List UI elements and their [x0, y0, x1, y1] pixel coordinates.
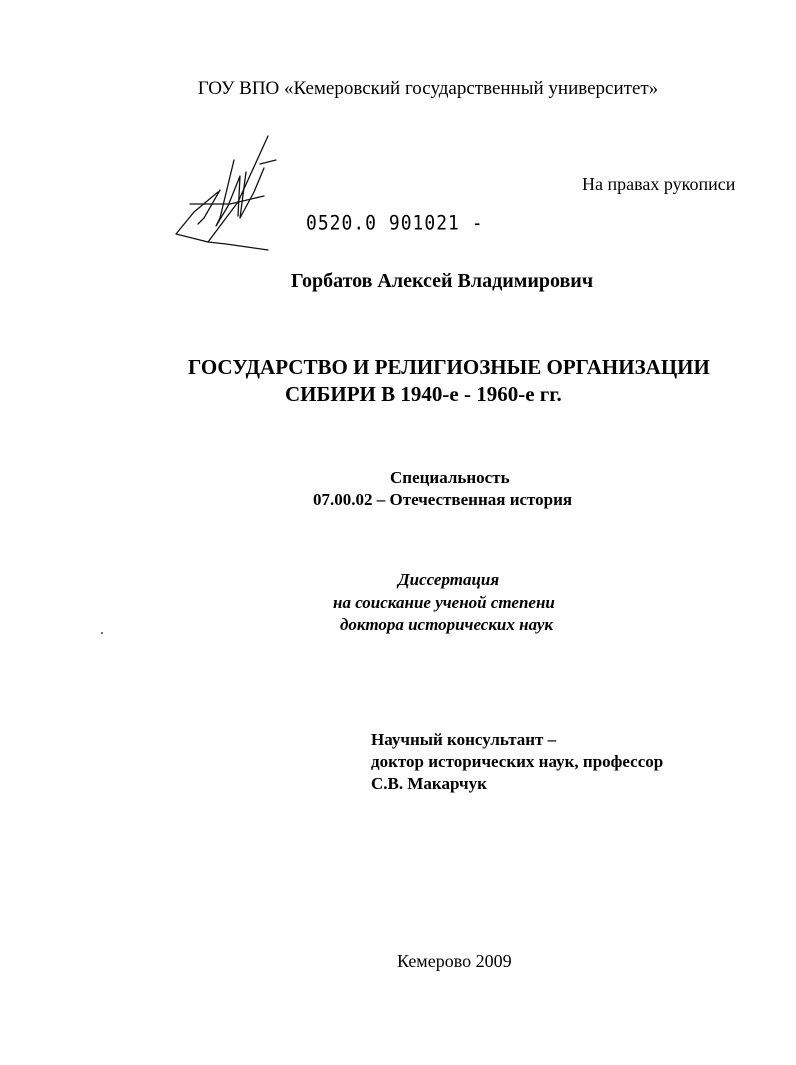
- author-name: Горбатов Алексей Владимирович: [291, 270, 594, 292]
- dissertation-purpose: на соискание ученой степени: [333, 593, 555, 612]
- handwritten-signature: [168, 132, 280, 272]
- city-year: Кемерово 2009: [397, 951, 512, 971]
- specialty-value: 07.00.02 – Отечественная история: [313, 490, 573, 509]
- dissertation-degree: доктора исторических наук: [340, 615, 554, 634]
- dissertation-type: Диссертация: [398, 570, 500, 589]
- dissertation-title-line-2: СИБИРИ В 1940-е - 1960-е гг.: [285, 382, 562, 406]
- consultant-name: С.В. Макарчук: [371, 774, 487, 793]
- consultant-role: Научный консультант –: [371, 730, 557, 749]
- institution-header: ГОУ ВПО «Кемеровский государственный университет»: [197, 78, 659, 99]
- manuscript-rights-note: На правах рукописи: [582, 174, 736, 194]
- scan-speck: [101, 632, 103, 634]
- consultant-title: доктор исторических наук, профессор: [371, 752, 664, 771]
- dissertation-title-line-1: ГОСУДАРСТВО И РЕЛИГИОЗНЫЕ ОРГАНИЗАЦИИ: [188, 355, 710, 379]
- specialty-label: Специальность: [390, 468, 510, 487]
- archive-stamp-number: 0520.0 901021 -: [306, 212, 484, 236]
